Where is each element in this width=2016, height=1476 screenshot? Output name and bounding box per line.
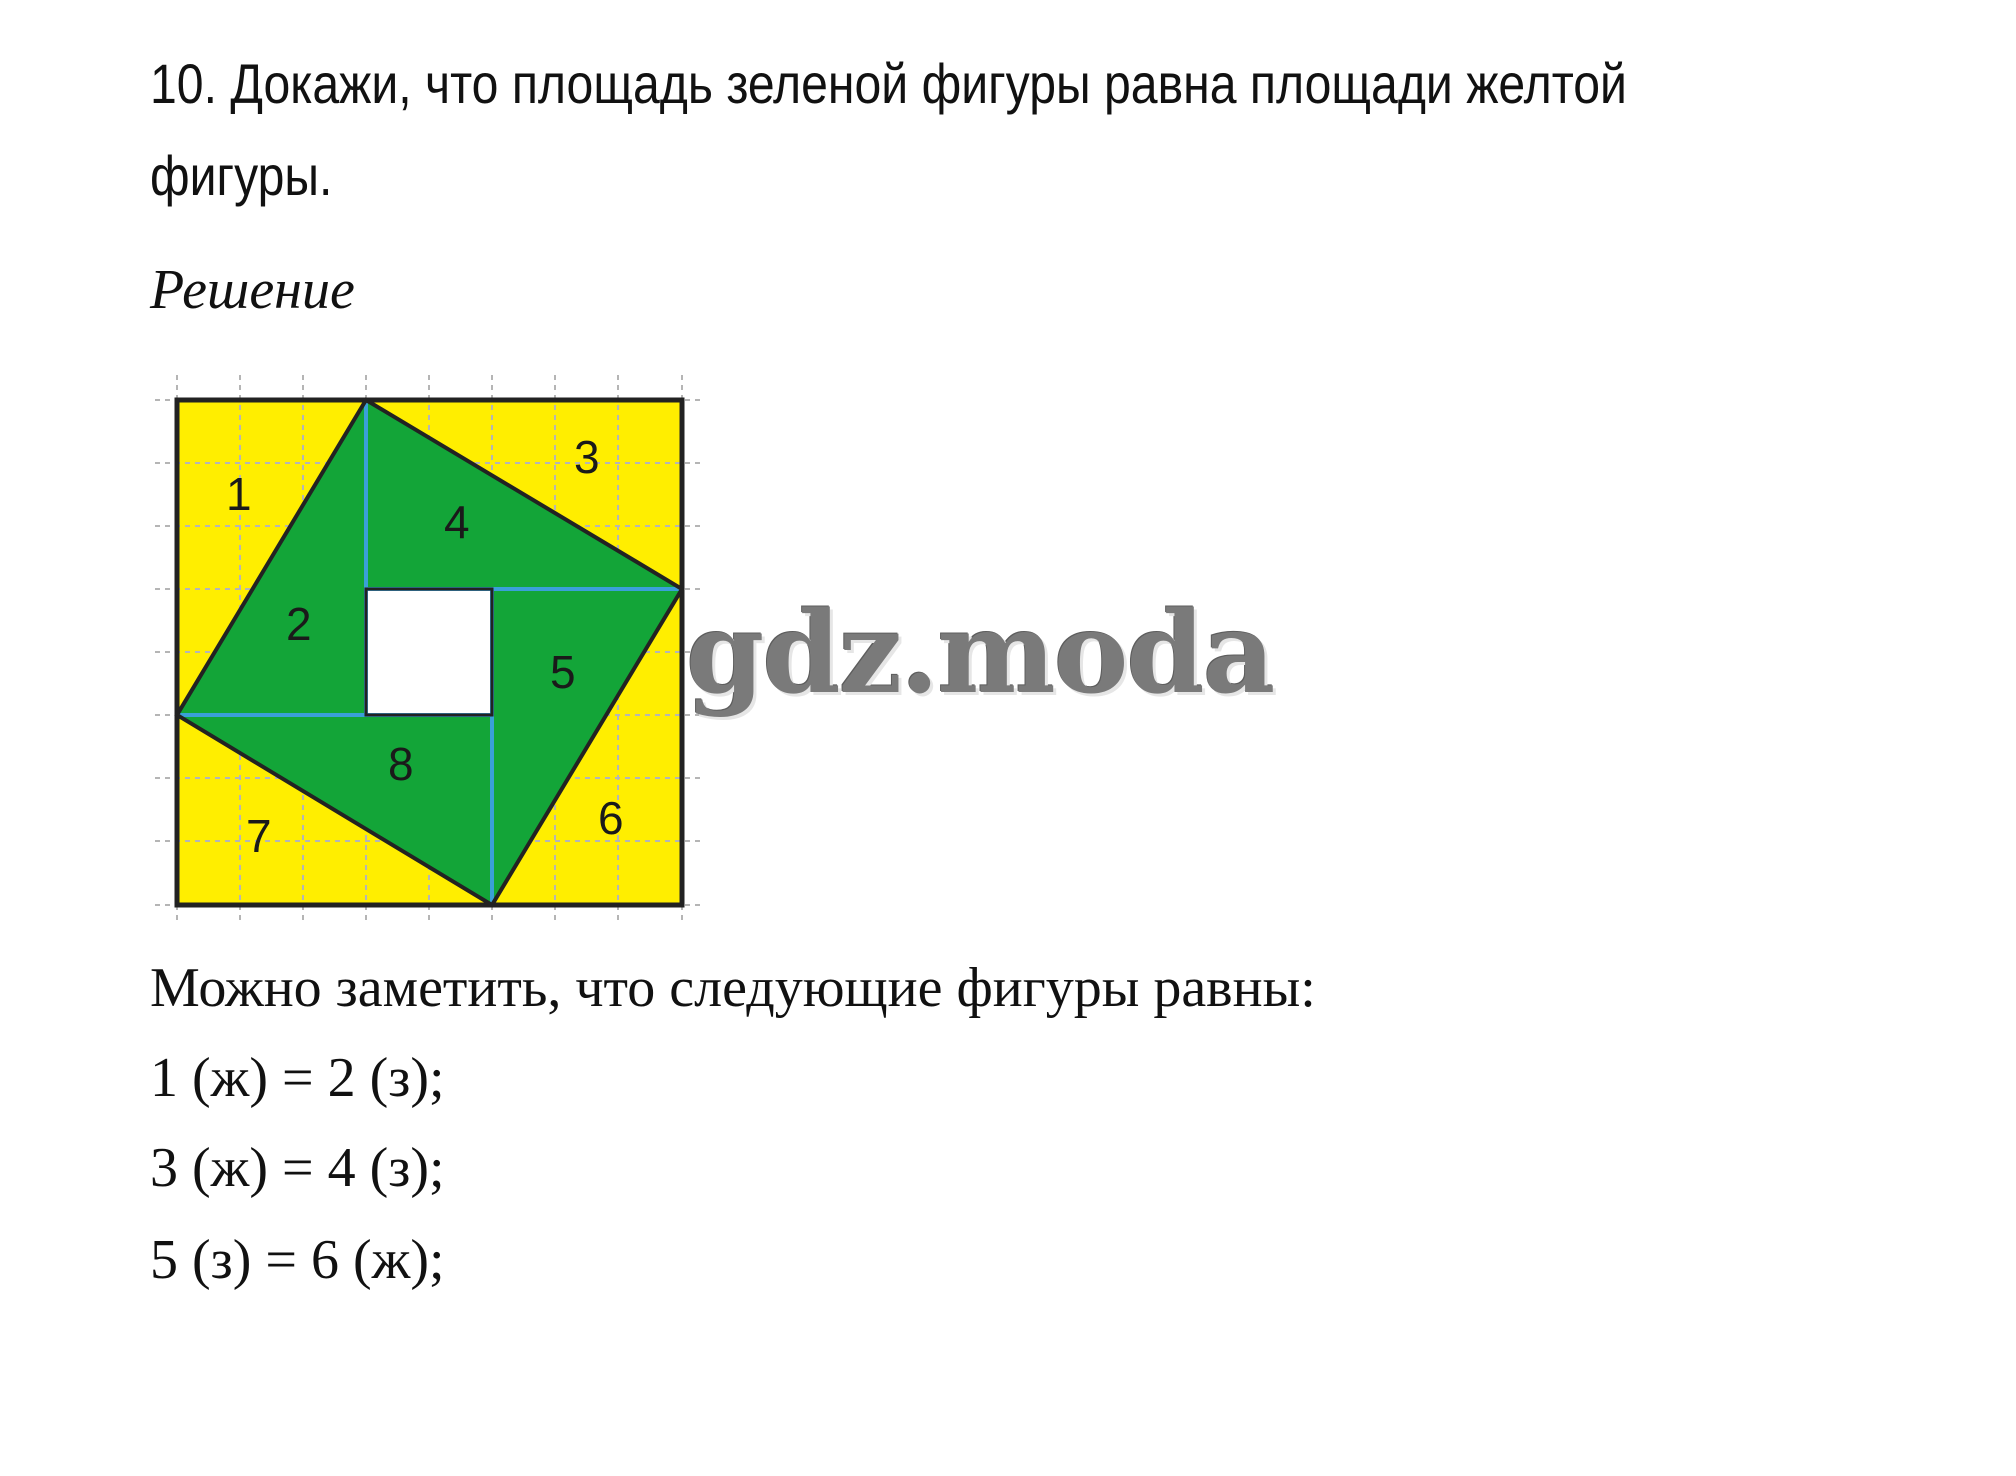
task-line-1: 10. Докажи, что площадь зеленой фигуры равна площади желтой [150, 52, 1627, 115]
watermark: gdz.moda [686, 588, 1274, 719]
equality-line: 5 (з) = 6 (ж); [150, 1229, 445, 1291]
piece-label-6: 6 [598, 792, 624, 844]
equality-line: 1 (ж) = 2 (з); [150, 1047, 445, 1109]
piece-label-5: 5 [550, 646, 576, 698]
task-line-2: фигуры. [150, 144, 333, 207]
solution-heading: Решение [150, 259, 355, 321]
piece-label-4: 4 [444, 496, 470, 548]
geometry-figure [150, 370, 710, 930]
piece-label-7: 7 [246, 810, 272, 862]
equality-line: 3 (ж) = 4 (з); [150, 1137, 445, 1199]
piece-label-2: 2 [286, 598, 312, 650]
observation-text: Можно заметить, что следующие фигуры равны: [150, 957, 1316, 1019]
piece-label-1: 1 [226, 468, 252, 520]
figure-svg [150, 370, 710, 930]
piece-label-3: 3 [574, 431, 600, 483]
piece-label-8: 8 [388, 738, 414, 790]
white-hole [366, 589, 492, 715]
